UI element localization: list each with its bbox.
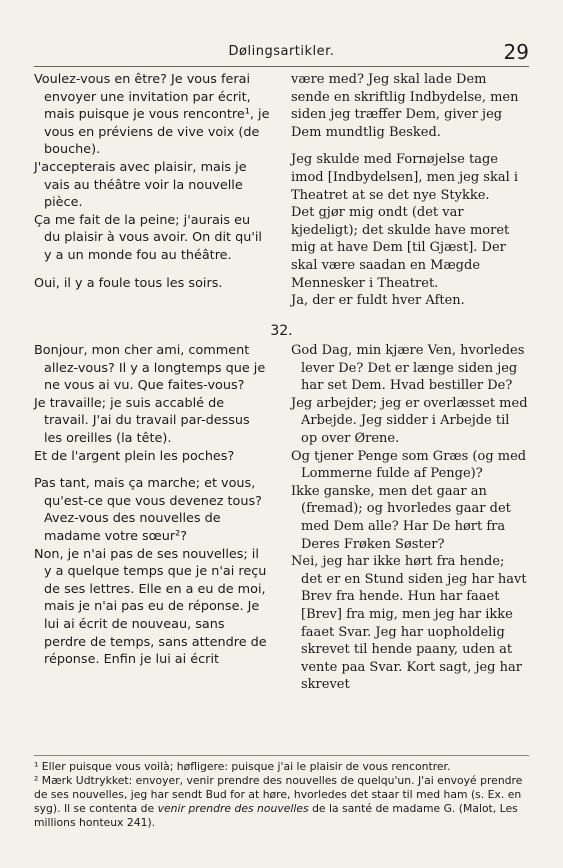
french-paragraph: Pas tant, mais ça marche; et vous, qu'est-ce que vous devenez tous? Avez-vous des nouvelles de madame votre sœur²? [34,476,262,544]
danish-paragraph: Jeg arbejder; jeg er overlæsset med Arbejde. Jeg sidder i Arbejde til op over Ørene. [291,395,528,446]
header-title: Dølingsartikler. [228,44,335,59]
footnote-rule [34,755,529,756]
header-rule [34,66,529,67]
french-paragraph: Non, je n'ai pas de ses nouvelles; il y a quelque temps que je n'ai reçu de ses lettres. Elle en a eu de moi, mais je n'ai pas eu de réponse. Je lui ai écrit de nouveau, sans perdre de temps, sans attendre de réponse. Enfin je lui ai écrit [34,546,267,668]
danish-paragraph: God Dag, min kjære Ven, hvorledes lever De? Det er længe siden jeg har set Dem. Hvad bestiller De? [291,343,525,394]
page-number: 29 [503,40,529,64]
danish-paragraph: Ikke ganske, men det gaar an (fremad); og hvorledes gaar det med Dem alle? Har De hørt fra Deres Frøken Søster? [291,483,511,552]
danish-paragraph: Det gjør mig ondt (det var kjedeligt); det skulde have moret mig at have Dem [til Gjæst]. Der skal være saadan en Mægde Mennesker i Theatret. [291,205,510,291]
section2-french-column [34,342,270,669]
danish-paragraph: Ja, der er fuldt hver Aften. [291,293,465,309]
danish-paragraph: Og tjener Penge som Græs (og med Lommerne fulde af Penge)? [291,448,527,482]
running-header [34,40,529,64]
footnote-1: ¹ Eller puisque vous voilà; høfligere: puisque j'ai le plaisir de vous rencontrer. [34,760,451,773]
danish-paragraph: Nei, jeg har ikke hørt fra hende; det er en Stund siden jeg har havt Brev fra hende. Hun har faaet [Brev] fra mig, men jeg har ikke faaet Svar. Jeg har uopholdelig skrevet til hende paany, uden at vente paa Svar. Kort sagt, jeg har skrevet [291,554,527,693]
footnote-2: ² Mærk Udtrykket: envoyer, venir prendre des nouvelles de quelqu'un. J'ai envoyé prendre de ses nouvelles, jeg har sendt Bud for at høre, hvorledes det staar til med ham (s. Ex. en syg). Il se contenta de venir prendre des nouvelles de la santé de madame G. (Malot, Les millions honteux 241). [34,774,523,829]
french-paragraph: Je travaille; je suis accablé de travail. J'ai du travail par-dessus les oreilles (la tête). [34,395,250,446]
danish-paragraph: være med? Jeg skal lade Dem sende en skriftlig Indbydelse, men siden jeg træffer Dem, giver jeg Dem mundtlig Besked. [291,72,519,140]
section1-french-column [34,71,270,292]
danish-paragraph: Jeg skulde med Fornøjelse tage imod [Indbydelsen], men jeg skal i Theatret at se det nye Stykke. [291,152,519,203]
french-paragraph: J'accepterais avec plaisir, mais je vais au théâtre voir la nouvelle pièce. [34,159,247,211]
french-paragraph: Bonjour, mon cher ami, comment allez-vous? Il y a longtemps que je ne vous ai vu. Que faites-vous? [34,343,266,394]
footnote-italic: venir prendre des nouvelles [157,802,309,815]
french-paragraph: Voulez-vous en être? Je vous ferai envoyer une invitation par écrit, mais puisque je vous rencontre¹, je vous en préviens de vive voix (de bouche). [34,72,270,158]
french-paragraph: Et de l'argent plein les poches? [34,448,235,464]
footnotes [34,760,529,830]
french-paragraph: Ça me fait de la peine; j'aurais eu du plaisir à vous avoir. On dit qu'il y a un monde fou au théâtre. [34,212,262,263]
dialog-number: 32. [270,323,293,339]
section2-danish-column [291,342,529,694]
french-paragraph: Oui, il y a foule tous les soirs. [34,275,223,291]
section1-danish-column [291,71,529,310]
